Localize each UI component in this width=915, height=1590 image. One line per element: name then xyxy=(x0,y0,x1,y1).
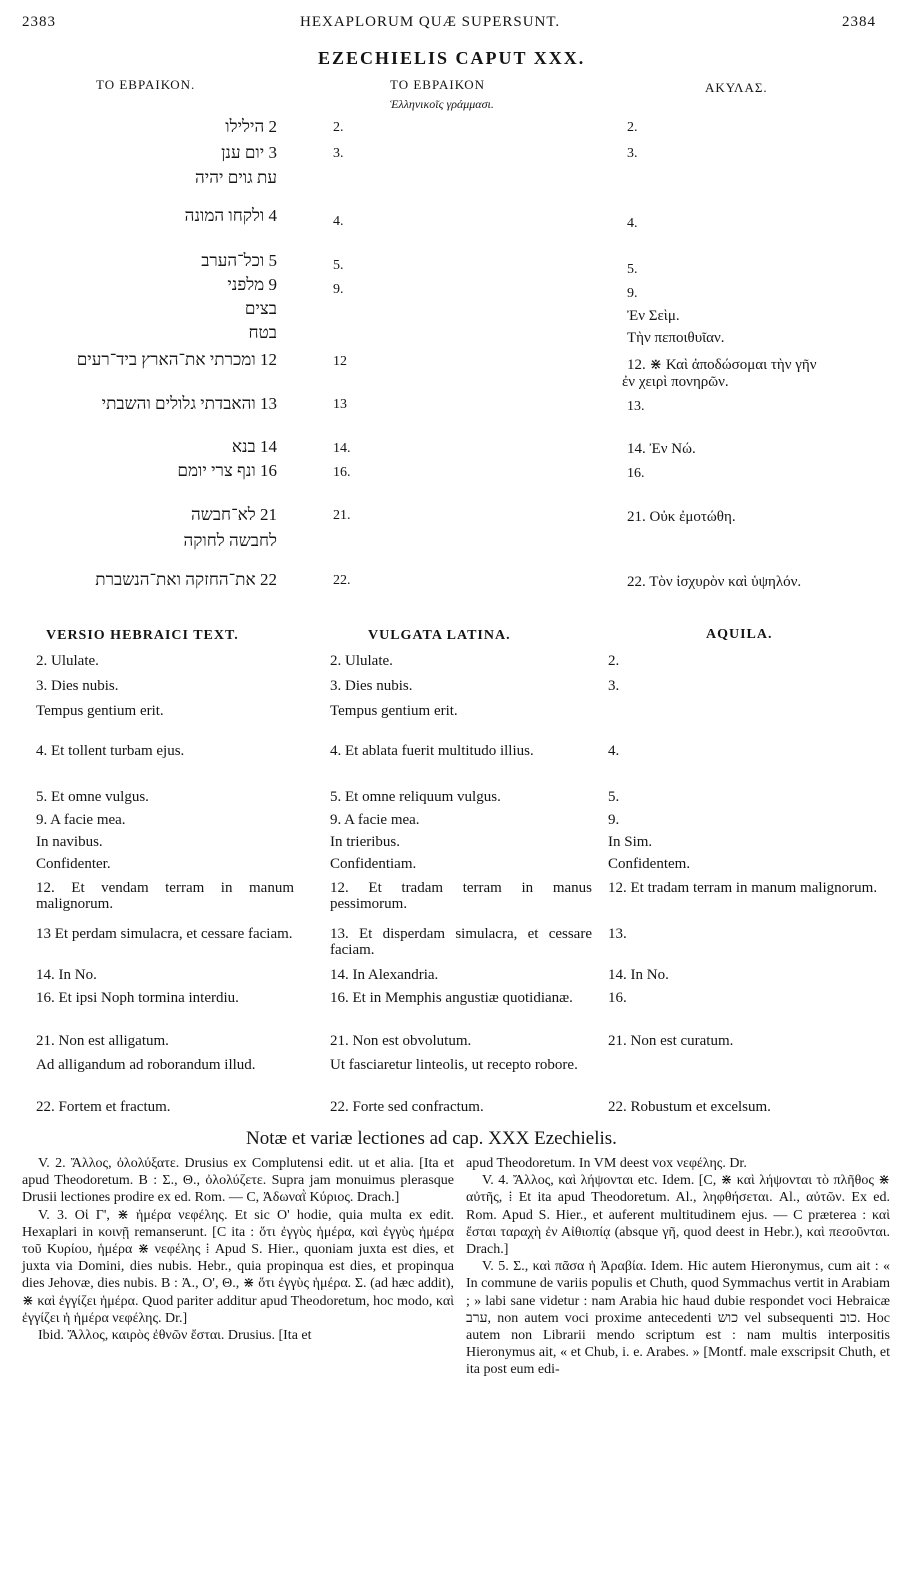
vulgata-line: 14. In Alexandria. xyxy=(330,967,439,983)
aquila-latin-line: 9. xyxy=(608,812,620,828)
hebrew-verse: 9 מלפני xyxy=(227,275,277,294)
versio-hebraici-line: Confidenter. xyxy=(36,856,111,872)
chapter-title: EZECHIELIS CAPUT XXX. xyxy=(318,48,586,68)
versio-hebraici-line: 22. Fortem et fractum. xyxy=(36,1099,171,1115)
verse-number: 22. xyxy=(333,573,351,588)
versio-hebraici-line: 21. Non est alligatum. xyxy=(36,1033,169,1049)
versio-hebraici-line: 3. Dies nubis. xyxy=(36,678,119,694)
vulgata-line: 2. Ululate. xyxy=(330,653,393,669)
verse-number: 21. xyxy=(333,508,351,523)
vulgata-line: 16. Et in Memphis angustiæ quotidianæ. xyxy=(330,990,573,1006)
versio-hebraici-line: 5. Et omne vulgus. xyxy=(36,789,149,805)
verse-number: 2. xyxy=(333,120,344,135)
versio-hebraici-line: 14. In No. xyxy=(36,967,97,983)
vulgata-line: In trieribus. xyxy=(330,834,400,850)
aquila-latin-line: 14. In No. xyxy=(608,967,669,983)
hebrew-verse: 4 ולקחו המונה xyxy=(184,206,277,225)
hebrew-verse: 21 לא־חבשה xyxy=(191,505,277,524)
verse-number: 16. xyxy=(333,465,351,480)
verse-number: 9. xyxy=(333,282,344,297)
hebrew-verse: עת גוים יהיה xyxy=(195,168,277,187)
notes-left-column xyxy=(22,1155,454,1344)
aquila-latin-line: 13. xyxy=(608,926,627,942)
aquila-verse: 22. Τὸν ἰσχυρὸν καὶ ὑψηλόν. xyxy=(627,574,802,590)
aquila-verse: Ἐν Σεὶμ. xyxy=(627,308,680,324)
versio-hebraici-line: 9. A facie mea. xyxy=(36,812,126,828)
notes-right-column xyxy=(466,1155,890,1379)
aquila-latin-line: Confidentem. xyxy=(608,856,691,872)
vulgata-line: 5. Et omne reliquum vulgus. xyxy=(330,789,501,805)
aquila-latin-line: 12. Et tradam terram in manum malignorum. xyxy=(608,880,878,896)
verse-number: 4. xyxy=(333,214,344,229)
versio-hebraici-line: 12. Et vendam terram in manum malignorum. xyxy=(36,880,294,912)
note-paragraph: V. 5. Σ., καὶ πᾶσα ἡ Ἀραβία. Idem. Hic autem Hieronymus, cum ait : « In commune de variis populis et Chuth, quod Symmachus vertit in Arabiam ; » labi sane videtur : nam Arabia hic haud dubie respondet voci Hebraicæ ערב, non autem voci proxime antecedenti כוש vel subsequenti כוב. Hoc autem non Librarii mendo scriptum est : nam multis interpositis Hieronymus ait, « et Chub, i. e. Arabes. » [Montf. male exscripsit Chuth, et ita post eum edi- xyxy=(466,1259,890,1378)
hebrew-verse: לחבשה לחוקה xyxy=(183,531,277,550)
versio-hebraici-line: Tempus gentium erit. xyxy=(36,703,164,719)
aquila-latin-line: 3. xyxy=(608,678,620,694)
verse-number: 13 xyxy=(333,397,347,412)
aquila-latin-line: In Sim. xyxy=(608,834,653,850)
vulgata-line: 21. Non est obvolutum. xyxy=(330,1033,472,1049)
note-paragraph: V. 4. Ἄλλος, καὶ λήψονται etc. Idem. [C, ⋇ καὶ λήψονται τὸ πλῆθος ⋇ αὐτῆς, ⁞ Et ita apud Theodoretum. Al., ληφθήσεται. Al., αὐτῶν. Ex ed. Rom. Apud S. Hier., et auferent multitudinem ejus. — C præterea : καὶ ἔσται ταραχὴ ἐν Αἰθιοπίᾳ (absque γῆ, quod deest in Hebr.), καὶ πεσοῦνται. Drach.] xyxy=(466,1173,890,1258)
hebrew-verse: 12 ומכרתי את־הארץ ביד־רעים xyxy=(76,350,277,369)
note-paragraph: V. 2. Ἄλλος, ὀλολύξατε. Drusius ex Complutensi edit. ut et alia. [Ita et apud Theodoretum. B : Σ., Θ., ὀλολύζετε. Supra jam monuimus plerasque Drusii lectiones prodire ex ed. Rom. — C, Ἀδωναῒ Κύριος. Drach.] xyxy=(22,1156,454,1206)
col-head-aquila-latin: AQUILA. xyxy=(706,627,773,642)
hebrew-verse: 2 הילילו xyxy=(225,117,277,136)
verse-number: 12 xyxy=(333,354,347,369)
aquila-verse-cont: ἐν χειρὶ πονηρῶν. xyxy=(622,374,729,390)
aquila-latin-line: 5. xyxy=(608,789,620,805)
vulgata-line: 12. Et tradam terram in manus pessimorum. xyxy=(330,880,592,912)
notes-title: Notæ et variæ lectiones ad cap. XXX Ezechielis. xyxy=(246,1128,617,1149)
versio-hebraici-line: 4. Et tollent turbam ejus. xyxy=(36,743,185,759)
hebrew-verse: 13 והאבדתי גלולים והשבתי xyxy=(101,394,277,413)
versio-hebraici-line: 13 Et perdam simulacra, et cessare faciam. xyxy=(36,926,293,942)
aquila-latin-line: 2. xyxy=(608,653,620,669)
vulgata-line: 3. Dies nubis. xyxy=(330,678,413,694)
vulgata-line: 13. Et disperdam simulacra, et cessare faciam. xyxy=(330,926,592,958)
page-number-right: 2384 xyxy=(842,14,876,30)
col-head-versio-hebraici: VERSIO HEBRAICI TEXT. xyxy=(46,628,239,643)
aquila-verse: 2. xyxy=(627,120,638,135)
hebrew-verse: בטח xyxy=(248,323,277,342)
verse-number: 5. xyxy=(333,258,344,273)
aquila-latin-line: 22. Robustum et excelsum. xyxy=(608,1099,771,1115)
col-head-hebrew-greek: ΤΟ ΕΒΡΑΙΚΟΝ xyxy=(390,77,485,92)
vulgata-line: 22. Forte sed confractum. xyxy=(330,1099,484,1115)
hebrew-verse: 22 את־החזקה ואת־הנשברת xyxy=(95,570,277,589)
note-paragraph: Ibid. Ἄλλος, καιρὸς ἐθνῶν ἔσται. Drusius. [Ita et xyxy=(38,1328,312,1344)
vulgata-line: 9. A facie mea. xyxy=(330,812,420,828)
note-paragraph: apud Theodoretum. In VM deest vox νεφέλης. Dr. xyxy=(466,1156,747,1171)
vulgata-line: Tempus gentium erit. xyxy=(330,703,458,719)
hebrew-verse: 16 ונף צרי יומם xyxy=(177,461,277,480)
vulgata-line: 4. Et ablata fuerit multitudo illius. xyxy=(330,743,534,759)
aquila-verse: 21. Οὐκ ἐμοτώθη. xyxy=(627,509,736,525)
aquila-verse: 3. xyxy=(627,146,638,161)
aquila-verse: 9. xyxy=(627,286,638,301)
aquila-verse: Τὴν πεποιθυῖαν. xyxy=(627,330,725,346)
col-head-aquila: ΑΚΥΛΑΣ. xyxy=(705,80,768,95)
aquila-latin-line: 21. Non est curatum. xyxy=(608,1033,734,1049)
hebrew-verse: 14 בנא xyxy=(231,437,277,456)
vulgata-line: Confidentiam. xyxy=(330,856,417,872)
hebrew-verse: 5 וכל־הערב xyxy=(201,251,277,270)
page-number-left: 2383 xyxy=(22,14,56,30)
aquila-verse: 13. xyxy=(627,399,645,414)
hebrew-verse: בצים xyxy=(244,299,277,318)
verse-number: 3. xyxy=(333,146,344,161)
verse-number: 14. xyxy=(333,441,351,456)
aquila-latin-line: 16. xyxy=(608,990,627,1006)
note-paragraph: V. 3. Οἱ Γ', ⋇ ἡμέρα νεφέλης. Et sic Ο' hodie, quia multa ex edit. Hexaplari in κοινῇ remanserunt. [C ita : ὅτι ἐγγὺς ἡμέρα, καὶ ἐγγὺς ἡμέρα τοῦ Κυρίου, ἡμέρα ⋇ νεφέλης ⁞ Apud S. Hier., quoniam juxta est dies, et juxta via Domini, dies nubis. Hebr., quia propinqua est dies, et propinqua dies Jehovæ, dies nubis. B : Ἀ., Ο', Θ., ⋇ ὅτι ἐγγὺς ἡμέρα. Σ. (ad hæc addit), ⋇ καὶ ἐγγίζει ἡμέρα. Quod pariter additur apud Theodoretum, hoc modo, καὶ ἐγγίζει ἡ ἡμέρα νεφέλης. Dr.] xyxy=(22,1207,454,1326)
aquila-verse: 16. xyxy=(627,466,645,481)
hebrew-verse: 3 יום ענן xyxy=(221,143,277,162)
aquila-verse: 14. Ἐν Νώ. xyxy=(627,441,696,457)
vulgata-line: Ut fasciaretur linteolis, ut recepto robore. xyxy=(330,1057,578,1073)
col-head-hebrew: ΤΟ ΕΒΡΑΙΚΟΝ. xyxy=(96,77,196,92)
aquila-latin-line: 4. xyxy=(608,743,620,759)
versio-hebraici-line: In navibus. xyxy=(36,834,103,850)
aquila-verse: 12. ⋇ Καὶ ἀποδώσομαι τὴν γῆν xyxy=(627,357,817,373)
versio-hebraici-line: Ad alligandum ad roborandum illud. xyxy=(36,1057,256,1073)
aquila-verse: 4. xyxy=(627,216,638,231)
versio-hebraici-line: 2. Ululate. xyxy=(36,653,99,669)
versio-hebraici-line: 16. Et ipsi Noph tormina interdiu. xyxy=(36,990,239,1006)
aquila-verse: 5. xyxy=(627,262,638,277)
running-title: HEXAPLORUM QUÆ SUPERSUNT. xyxy=(300,14,561,30)
col-head-vulgata: VULGATA LATINA. xyxy=(368,628,511,643)
col-subhead-greek-letters: Ἑλληνικοῖς γράμμασι. xyxy=(390,97,494,111)
